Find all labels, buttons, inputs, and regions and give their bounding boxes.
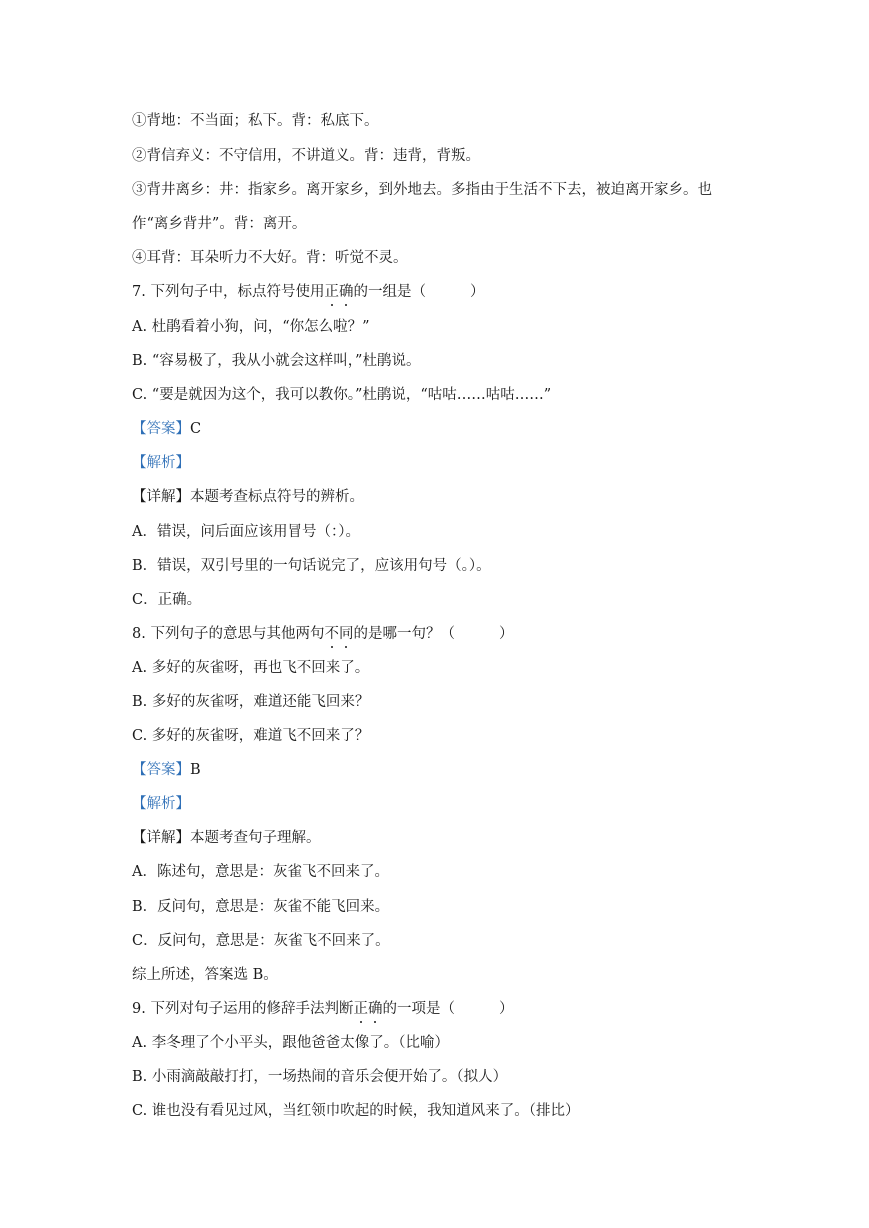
question-7-stem xyxy=(132,282,484,302)
question-9-paren-close: ） xyxy=(498,1001,514,1017)
definition-1: ①背地：不当面；私下。背：私底下。 xyxy=(132,113,379,129)
question-7-analysis-tag: 【解析】 xyxy=(132,455,190,471)
definition-4: ④耳背：耳朵听力不大好。背：听觉不灵。 xyxy=(132,250,408,266)
question-7-option-b: B. “容易极了，我从小就会这样叫，”杜鹃说。 xyxy=(132,353,421,369)
question-8-option-c: C. 多好的灰雀呀，难道飞不回来了？ xyxy=(132,728,370,744)
question-8-option-b: B. 多好的灰雀呀，难道还能飞回来？ xyxy=(132,694,370,710)
question-7-stem-text: 7. 下列句子中，标点符号使用 xyxy=(132,284,325,300)
question-8-option-a: A. 多好的灰雀呀，再也飞不回来了。 xyxy=(132,660,370,676)
question-8-answer xyxy=(132,760,201,780)
question-8-summary: 综上所述，答案选 B。 xyxy=(132,967,278,983)
question-7-answer xyxy=(132,419,201,439)
emphasis-char: 确 xyxy=(338,284,354,300)
question-8-stem xyxy=(132,624,513,644)
question-7-option-c: C. “要是就因为这个，我可以教你。”杜鹃说，“咕咕……咕咕……” xyxy=(132,387,552,403)
question-7-explanation-a: A．错误，问后面应该用冒号（：）。 xyxy=(132,524,360,540)
question-9-option-b: B. 小雨滴敲敲打打，一场热闹的音乐会便开始了。（拟人） xyxy=(132,1069,508,1085)
question-7-explanation-c: C．正确。 xyxy=(132,592,202,608)
definition-2: ②背信弃义：不守信用，不讲道义。背：违背，背叛。 xyxy=(132,148,480,164)
question-8-explanation-a: A．陈述句，意思是：灰雀飞不回来了。 xyxy=(132,864,389,880)
definition-3: ③背井离乡：井：指家乡。离开家乡，到外地去。多指由于生活不下去，被迫离开家乡。也 xyxy=(132,182,712,198)
question-8-detail: 【详解】本题考查句子理解。 xyxy=(132,830,321,846)
question-9-option-a: A. 李冬理了个小平头，跟他爸爸太像了。（比喻） xyxy=(132,1035,449,1051)
question-9-stem-end: 的一项是（ xyxy=(382,1001,455,1017)
answer-tag: 【答案】 xyxy=(132,762,190,778)
emphasis-char: 正 xyxy=(324,284,339,300)
question-8-explanation-c: C．反问句，意思是：灰雀飞不回来了。 xyxy=(132,933,390,949)
question-7-option-a: A. 杜鹃看着小狗，问，“你怎么啦？” xyxy=(132,319,370,335)
definition-3-cont: 作“离乡背井”。背：离开。 xyxy=(132,216,307,232)
question-8-explanation-b: B．反问句，意思是：灰雀不能飞回来。 xyxy=(132,899,390,915)
answer-value: C xyxy=(190,421,202,437)
emphasis-char: 同 xyxy=(338,626,354,642)
answer-tag: 【答案】 xyxy=(132,421,190,437)
question-7-stem-end: 的一组是（ xyxy=(353,284,426,300)
question-8-paren-close: ） xyxy=(498,626,514,642)
question-9-stem-text: 9. 下列对句子运用的修辞手法判断 xyxy=(132,1001,354,1017)
question-7-detail: 【详解】本题考查标点符号的辨析。 xyxy=(132,489,364,505)
question-8-analysis-tag: 【解析】 xyxy=(132,796,190,812)
question-9-stem xyxy=(132,999,513,1019)
question-8-stem-text: 8. 下列句子的意思与其他两句 xyxy=(132,626,325,642)
emphasis-char: 正 xyxy=(353,1001,368,1017)
question-7-paren-close: ） xyxy=(469,284,485,300)
emphasis-char: 确 xyxy=(367,1001,383,1017)
question-7-explanation-b: B．错误，双引号里的一句话说完了，应该用句号（。）。 xyxy=(132,558,491,574)
question-9-option-c: C. 谁也没有看见过风，当红领巾吹起的时候，我知道风来了。（排比） xyxy=(132,1103,580,1119)
answer-value: B xyxy=(190,762,201,778)
emphasis-char: 不 xyxy=(324,626,339,642)
question-8-stem-end: 的是哪一句？（ xyxy=(353,626,455,642)
